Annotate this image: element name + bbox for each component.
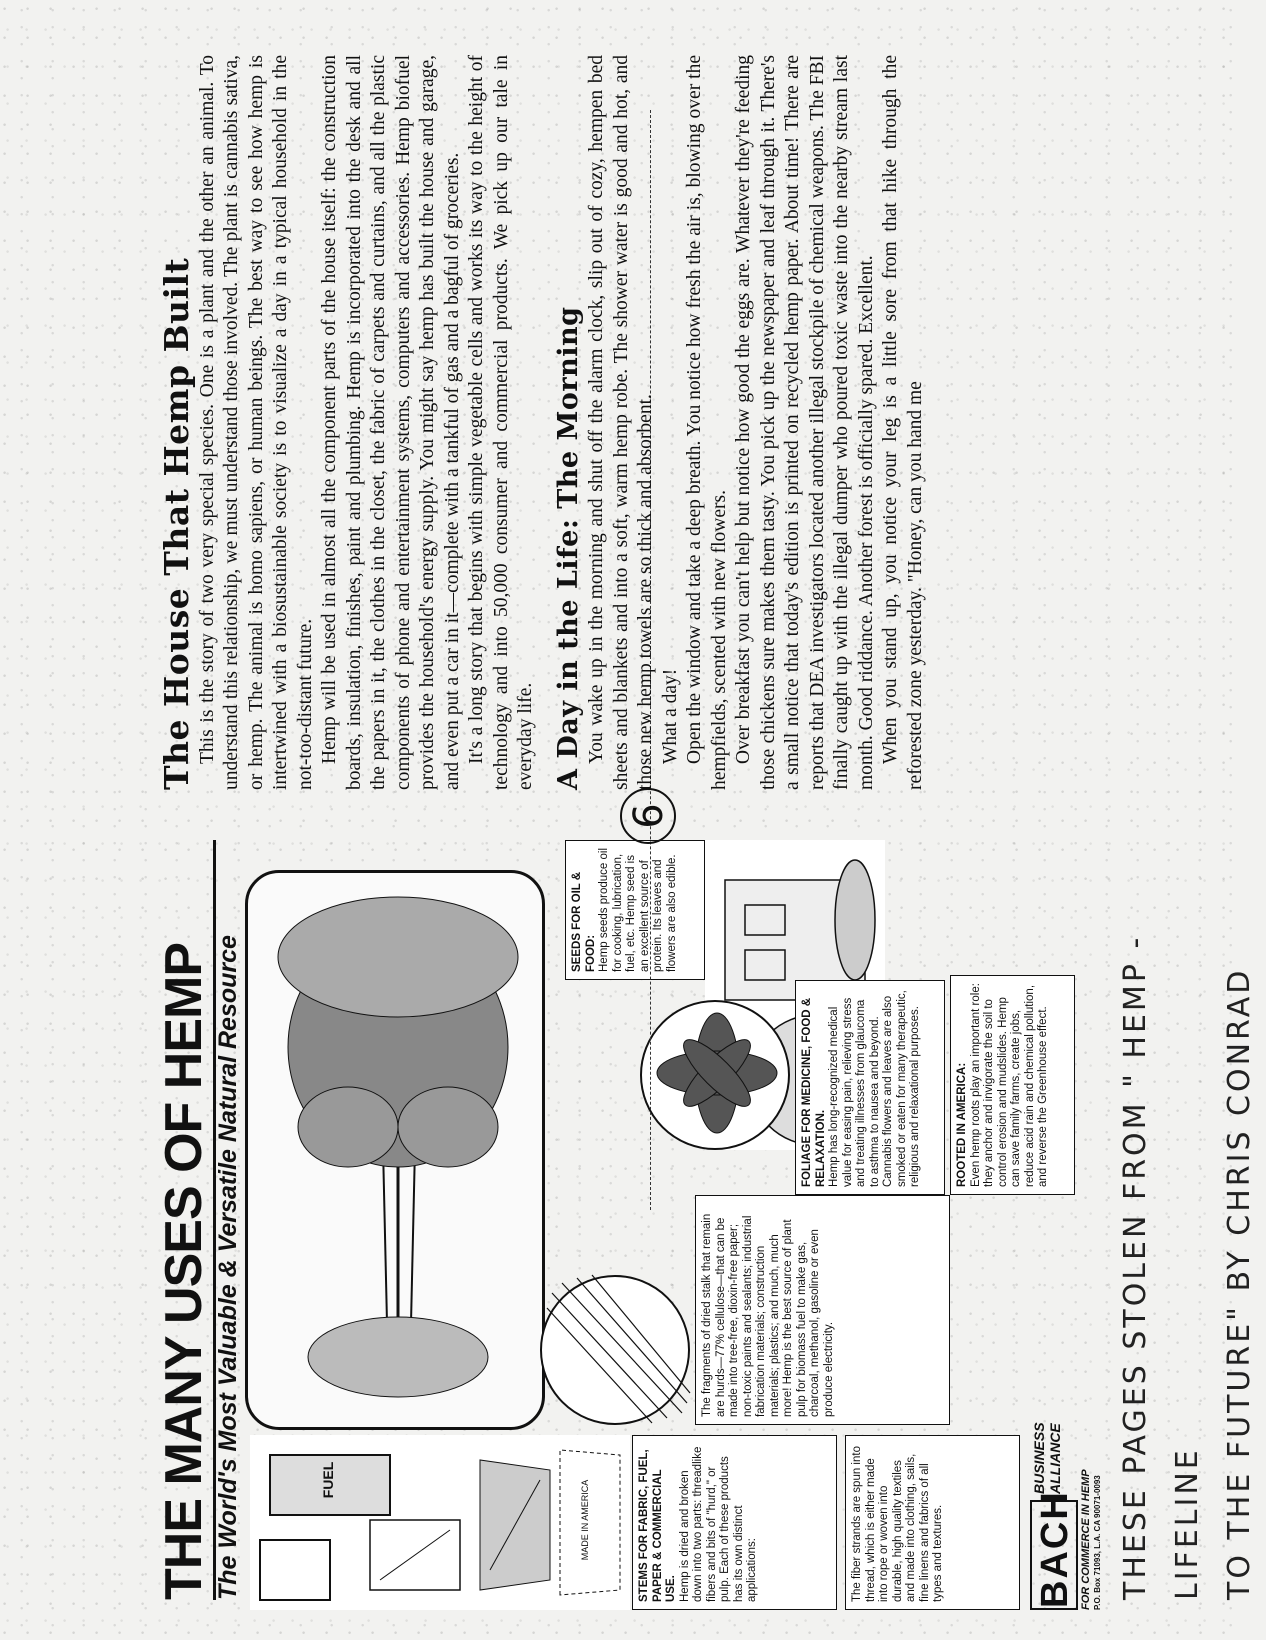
handwritten-line-2: TO THE FUTURE" BY CHRIS CONRAD [1222,967,1257,1600]
article [157,55,1075,790]
products-illustration-svg [250,1435,630,1610]
article-title: The House That Hemp Built [157,257,196,790]
hurds-box [695,1195,950,1425]
bach-line1: BUSINESS [1031,1422,1047,1494]
roots-text: Even hemp roots play an important role: they anchor and invigorate the soil to control erosion and mudslides. Hemp can save family farms, create jobs, reduce acid rain and chemical pollution, and reverse the Greenhouse effect. [969,983,1049,1187]
article-paragraph-3: It's a long story that begins with simple vegetable cells and works its way to the height of technology and into 50,000 consumer and commercial products. We pick up our tale in everyday life. [466,55,536,790]
poster-subtitle: The World's Most Valuable & Versatile Natural Resource [214,935,242,1600]
made-in-america-label: MADE IN AMERICA [580,1479,590,1561]
hemp-plant-illustration [248,873,542,1427]
roots-box [950,975,1075,1195]
article-paragraph-2: Hemp will be used in almost all the component parts of the house itself: the construction boards, insulation, finishes, paint and plumbing. Hemp is incorporated into the desk and all the papers in it, the clothes in the closet, the fabric of carpets and curtains, and all the plastic components of phone and entertainment systems, computers and accessories. Hemp biofuel provides the household's energy supply. You might say hemp has built the house and garage, and even put a car in it—complete with a tankful of gas and a bagful of groceries. [319,55,463,790]
fiber-box [845,1435,1020,1610]
hurds-text: The fragments of dried stalk that remain are hurds—77% cellulose—that can be made into tree-free, dioxin-free paper; non-toxic paints and sealants; industrial fabrication materials; construction materials; plastics; and much, much more! Hemp is the best source of plant pulp for biomass fuel to make gas, charcoal, methanol, gasoline or even produce electricity. [701,1213,835,1417]
hemp-plant-frame [245,870,545,1430]
fiber-text: The fiber strands are spun into thread, which is either made into rope or woven into durable, high quality textiles and made into clothing, sails, fine linens and fabrics of all types and textures. [851,1446,944,1602]
article-paragraph-8: When you stand up, you notice your leg is a little sore from that hike through the reforested zone yesterday. "Honey, can you hand me [880,55,926,790]
article-paragraph-4: You wake up in the morning and shut off the alarm clock, slip out of cozy, hempen bed sheets and blankets and into a soft, warm hemp robe. The shower water is good and hot, and those new hemp towels are so thick and absorbent. [586,55,656,790]
article-paragraph-5: What a day! [659,668,681,764]
bach-logo [1030,1350,1100,1610]
fuel-label: FUEL [320,1461,336,1499]
foliage-box [795,980,945,1195]
stems-box [632,1435,837,1610]
fiber-closeup-circle [540,1275,690,1425]
seeds-text: Hemp seeds produce oil for cooking, lubrication, fuel, etc. Hemp seed is an excellent source of protein. Its leaves and flowers are also edible. [598,847,678,972]
fiber-closeup-svg [542,1273,692,1423]
seeds-box [565,840,705,980]
section-heading: A Day in the Life: The Morning [552,306,584,790]
bach-line2: ALLIANCE [1047,1423,1063,1494]
foliage-heading: FOLIAGE FOR MEDICINE, FOOD & RELAXATION. [801,997,827,1187]
page-number: 6 [620,788,676,844]
article-paragraph-7: Over breakfast you can't help but notice how good the eggs are. Whatever they're feeding those chickens sure makes them tasty. You pick up the newspaper and leaf through it. There's a small notice that today's edition is printed on recycled hemp paper. About time! There are reports that DEA investigators located another illegal stockpile of chemical weapons. The FBI finally caught up with the illegal dumper who poured toxic waste into the nearby stream last month. Good riddance. Another forest is officially spared. Excellent. [733,55,877,790]
poster-title: THE MANY USES OF HEMP [155,840,216,1600]
bach-line3: FOR COMMERCE IN HEMP [1080,1469,1092,1610]
bach-wordmark: BACH [1030,1500,1078,1610]
roots-heading: ROOTED IN AMERICA: [956,1062,968,1187]
article-paragraph-1: This is the story of two very special species. One is a plant and the other an animal. To understand this relationship, we must understand those involved. The plant is cannabis sativa, or hemp. The animal is homo sapiens, or human beings. The best way to see how hemp is intertwined with a biosustainable society is to visualize a day in a typical household in the not-too-distant future. [196,55,316,790]
foliage-text: Hemp has long-recognized medical value for easing pain, relieving stress and treating illnesses from glaucoma to asthma to nausea and beyond. Cannabis flowers and leaves are also smoked or eaten for many therapeutic, religious and relaxational purposes. [828,990,921,1187]
bach-address: P.O. Box 71093, L.A. CA 90071-0093 [1093,1475,1102,1610]
products-illustration [250,1435,630,1610]
handwritten-note [1110,840,1266,1600]
stems-heading: STEMS FOR FABRIC, FUEL, PAPER & COMMERCIAL USE. [638,1449,677,1602]
seeds-heading: SEEDS FOR OIL & FOOD: [571,871,597,972]
article-paragraph-6: Open the window and take a deep breath. You notice how fresh the air is, blowing over the hempfields, scented with new flowers. [684,55,730,790]
stems-text: Hemp is dried and broken down into two parts: threadlike fibers and bits of "hurd," or pulp. Each of these products has its own distinct applications: [678,1446,758,1602]
handwritten-line-1: THESE PAGES STOLEN FROM " HEMP - LIFELINE [1118,934,1205,1600]
